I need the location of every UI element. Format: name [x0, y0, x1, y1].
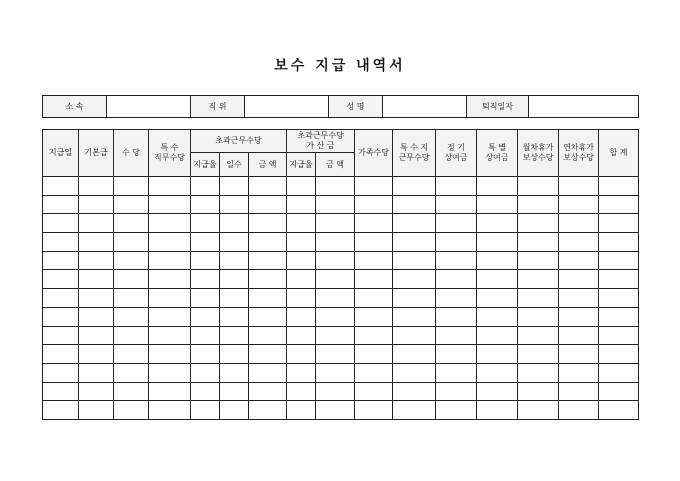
table-row	[43, 345, 639, 364]
table-cell[interactable]	[355, 401, 393, 420]
table-cell[interactable]	[477, 363, 518, 382]
table-cell[interactable]	[518, 214, 559, 233]
name-field[interactable]	[383, 96, 467, 118]
table-cell[interactable]	[393, 177, 436, 196]
table-cell[interactable]	[559, 214, 599, 233]
table-cell[interactable]	[559, 270, 599, 289]
table-cell[interactable]	[79, 363, 114, 382]
table-cell[interactable]	[393, 251, 436, 270]
table-cell[interactable]	[287, 177, 316, 196]
table-cell[interactable]	[518, 326, 559, 345]
table-cell[interactable]	[518, 177, 559, 196]
table-cell[interactable]	[316, 195, 355, 214]
table-cell[interactable]	[114, 270, 149, 289]
table-cell[interactable]	[114, 195, 149, 214]
table-cell[interactable]	[79, 401, 114, 420]
table-cell[interactable]	[559, 195, 599, 214]
table-cell[interactable]	[191, 270, 220, 289]
table-cell[interactable]	[43, 270, 79, 289]
table-cell[interactable]	[191, 251, 220, 270]
payment-table	[42, 129, 639, 420]
table-cell[interactable]	[436, 326, 477, 345]
table-cell[interactable]	[149, 195, 191, 214]
table-cell[interactable]	[477, 177, 518, 196]
table-cell[interactable]	[287, 270, 316, 289]
table-cell[interactable]	[43, 326, 79, 345]
table-cell[interactable]	[477, 270, 518, 289]
table-cell[interactable]	[149, 345, 191, 364]
table-cell[interactable]	[477, 307, 518, 326]
col-overtime: 초과근무수당	[191, 130, 287, 153]
table-cell[interactable]	[287, 289, 316, 308]
table-cell[interactable]	[559, 177, 599, 196]
table-cell[interactable]	[79, 345, 114, 364]
table-cell[interactable]	[79, 177, 114, 196]
table-cell[interactable]	[316, 214, 355, 233]
table-cell[interactable]	[287, 382, 316, 401]
table-cell[interactable]	[149, 214, 191, 233]
table-cell[interactable]	[393, 382, 436, 401]
table-row	[43, 363, 639, 382]
table-cell[interactable]	[355, 195, 393, 214]
table-cell[interactable]	[114, 326, 149, 345]
table-cell[interactable]	[79, 270, 114, 289]
col-monthly-leave: 월차휴가 보상수당	[518, 130, 559, 177]
table-cell[interactable]	[436, 345, 477, 364]
table-cell[interactable]	[518, 307, 559, 326]
table-cell[interactable]	[191, 177, 220, 196]
table-cell[interactable]	[149, 326, 191, 345]
table-cell[interactable]	[43, 345, 79, 364]
table-cell[interactable]	[477, 401, 518, 420]
table-cell[interactable]	[220, 382, 249, 401]
table-cell[interactable]	[43, 401, 79, 420]
table-cell[interactable]	[220, 326, 249, 345]
table-cell[interactable]	[559, 345, 599, 364]
table-cell[interactable]	[191, 233, 220, 252]
table-cell[interactable]	[249, 289, 287, 308]
table-cell[interactable]	[249, 214, 287, 233]
table-cell[interactable]	[191, 289, 220, 308]
table-cell[interactable]	[393, 270, 436, 289]
table-row	[43, 177, 639, 196]
table-cell[interactable]	[599, 289, 639, 308]
table-cell[interactable]	[249, 251, 287, 270]
table-cell[interactable]	[477, 289, 518, 308]
table-cell[interactable]	[355, 363, 393, 382]
table-cell[interactable]	[287, 251, 316, 270]
table-cell[interactable]	[220, 214, 249, 233]
table-cell[interactable]	[79, 233, 114, 252]
dept-label: 소 속	[43, 96, 107, 118]
table-cell[interactable]	[559, 326, 599, 345]
col-allowance: 수 당	[114, 130, 149, 177]
table-cell[interactable]	[149, 289, 191, 308]
table-cell[interactable]	[249, 401, 287, 420]
table-cell[interactable]	[220, 270, 249, 289]
retirement-date-label: 퇴직일자	[467, 96, 529, 118]
table-cell[interactable]	[436, 177, 477, 196]
table-cell[interactable]	[518, 233, 559, 252]
table-cell[interactable]	[436, 382, 477, 401]
table-cell[interactable]	[477, 345, 518, 364]
table-cell[interactable]	[518, 401, 559, 420]
table-cell[interactable]	[316, 307, 355, 326]
table-cell[interactable]	[191, 195, 220, 214]
col-special-region: 특 수 지 근무수당	[393, 130, 436, 177]
col-special-duty: 특 수 직무수당	[149, 130, 191, 177]
table-cell[interactable]	[599, 233, 639, 252]
table-row	[43, 214, 639, 233]
table-cell[interactable]	[114, 307, 149, 326]
table-row	[43, 326, 639, 345]
table-cell[interactable]	[436, 251, 477, 270]
table-cell[interactable]	[393, 363, 436, 382]
table-cell[interactable]	[477, 233, 518, 252]
table-cell[interactable]	[477, 326, 518, 345]
table-cell[interactable]	[220, 363, 249, 382]
table-cell[interactable]	[599, 214, 639, 233]
table-cell[interactable]	[599, 270, 639, 289]
table-cell[interactable]	[355, 177, 393, 196]
table-cell[interactable]	[355, 233, 393, 252]
table-cell[interactable]	[149, 363, 191, 382]
table-cell[interactable]	[436, 289, 477, 308]
table-cell[interactable]	[599, 195, 639, 214]
table-cell[interactable]	[287, 345, 316, 364]
table-cell[interactable]	[316, 401, 355, 420]
col-annual-leave: 연차휴가 보상수당	[559, 130, 599, 177]
table-cell[interactable]	[599, 251, 639, 270]
table-cell[interactable]	[287, 307, 316, 326]
table-cell[interactable]	[393, 401, 436, 420]
table-cell[interactable]	[114, 233, 149, 252]
table-cell[interactable]	[149, 177, 191, 196]
table-cell[interactable]	[518, 289, 559, 308]
table-cell[interactable]	[79, 307, 114, 326]
table-cell[interactable]	[518, 363, 559, 382]
dept-field[interactable]	[107, 96, 191, 118]
table-row	[43, 401, 639, 420]
table-cell[interactable]	[436, 270, 477, 289]
table-cell[interactable]	[191, 382, 220, 401]
table-cell[interactable]	[436, 363, 477, 382]
table-cell[interactable]	[220, 307, 249, 326]
table-row	[43, 233, 639, 252]
col-addition-amount: 금 액	[316, 153, 355, 177]
table-cell[interactable]	[518, 195, 559, 214]
table-cell[interactable]	[149, 307, 191, 326]
table-cell[interactable]	[249, 177, 287, 196]
table-cell[interactable]	[287, 326, 316, 345]
position-field[interactable]	[245, 96, 329, 118]
table-cell[interactable]	[43, 251, 79, 270]
table-cell[interactable]	[79, 214, 114, 233]
col-overtime-days: 일수	[220, 153, 249, 177]
table-cell[interactable]	[114, 363, 149, 382]
table-cell[interactable]	[79, 289, 114, 308]
col-special-bonus: 특 별 상여금	[477, 130, 518, 177]
table-cell[interactable]	[114, 345, 149, 364]
table-cell[interactable]	[220, 177, 249, 196]
table-cell[interactable]	[599, 382, 639, 401]
table-cell[interactable]	[249, 382, 287, 401]
table-cell[interactable]	[249, 233, 287, 252]
table-cell[interactable]	[316, 251, 355, 270]
table-cell[interactable]	[316, 345, 355, 364]
table-cell[interactable]	[149, 401, 191, 420]
table-cell[interactable]	[559, 307, 599, 326]
table-cell[interactable]	[436, 233, 477, 252]
table-cell[interactable]	[79, 251, 114, 270]
employee-info-table	[42, 95, 639, 118]
table-cell[interactable]	[191, 307, 220, 326]
table-cell[interactable]	[355, 382, 393, 401]
table-cell[interactable]	[114, 401, 149, 420]
table-cell[interactable]	[316, 289, 355, 308]
retirement-date-field[interactable]	[529, 96, 639, 118]
table-cell[interactable]	[518, 270, 559, 289]
table-cell[interactable]	[79, 326, 114, 345]
table-cell[interactable]	[287, 363, 316, 382]
table-cell[interactable]	[149, 233, 191, 252]
table-cell[interactable]	[149, 382, 191, 401]
table-cell[interactable]	[114, 177, 149, 196]
table-row	[43, 289, 639, 308]
table-cell[interactable]	[43, 233, 79, 252]
col-pay-date: 지급일	[43, 130, 79, 177]
table-cell[interactable]	[316, 177, 355, 196]
table-cell[interactable]	[287, 214, 316, 233]
table-cell[interactable]	[477, 195, 518, 214]
table-cell[interactable]	[191, 401, 220, 420]
table-cell[interactable]	[316, 363, 355, 382]
table-cell[interactable]	[599, 345, 639, 364]
table-cell[interactable]	[559, 401, 599, 420]
table-cell[interactable]	[393, 307, 436, 326]
col-total: 합 계	[599, 130, 639, 177]
col-base-pay: 기본급	[79, 130, 114, 177]
table-cell[interactable]	[599, 177, 639, 196]
table-cell[interactable]	[518, 382, 559, 401]
table-cell[interactable]	[287, 401, 316, 420]
table-cell[interactable]	[393, 345, 436, 364]
table-cell[interactable]	[436, 401, 477, 420]
table-cell[interactable]	[220, 289, 249, 308]
table-cell[interactable]	[559, 363, 599, 382]
table-cell[interactable]	[149, 251, 191, 270]
table-cell[interactable]	[393, 195, 436, 214]
table-cell[interactable]	[249, 270, 287, 289]
table-cell[interactable]	[287, 233, 316, 252]
table-cell[interactable]	[43, 363, 79, 382]
col-addition-rate: 지급율	[287, 153, 316, 177]
table-cell[interactable]	[149, 270, 191, 289]
table-cell[interactable]	[79, 195, 114, 214]
table-cell[interactable]	[220, 401, 249, 420]
table-row	[43, 251, 639, 270]
table-cell[interactable]	[220, 345, 249, 364]
table-cell[interactable]	[114, 289, 149, 308]
table-cell[interactable]	[436, 307, 477, 326]
table-cell[interactable]	[477, 214, 518, 233]
table-cell[interactable]	[477, 382, 518, 401]
table-cell[interactable]	[559, 233, 599, 252]
table-cell[interactable]	[477, 251, 518, 270]
table-cell[interactable]	[355, 270, 393, 289]
table-cell[interactable]	[599, 363, 639, 382]
table-row	[43, 195, 639, 214]
table-cell[interactable]	[43, 214, 79, 233]
table-cell[interactable]	[559, 382, 599, 401]
table-cell[interactable]	[393, 289, 436, 308]
table-cell[interactable]	[220, 233, 249, 252]
page-title: 보수 지급 내역서	[274, 58, 406, 74]
col-regular-bonus: 정 기 상여금	[436, 130, 477, 177]
table-cell[interactable]	[43, 382, 79, 401]
table-row	[43, 270, 639, 289]
table-cell[interactable]	[249, 195, 287, 214]
table-cell[interactable]	[355, 289, 393, 308]
table-cell[interactable]	[43, 307, 79, 326]
position-label: 직 위	[191, 96, 245, 118]
table-cell[interactable]	[191, 326, 220, 345]
table-cell[interactable]	[355, 214, 393, 233]
table-row	[43, 307, 639, 326]
table-cell[interactable]	[249, 363, 287, 382]
payment-rows	[43, 177, 639, 420]
table-cell[interactable]	[43, 195, 79, 214]
table-cell[interactable]	[316, 382, 355, 401]
table-cell[interactable]	[559, 289, 599, 308]
table-cell[interactable]	[518, 251, 559, 270]
table-cell[interactable]	[249, 345, 287, 364]
table-cell[interactable]	[114, 382, 149, 401]
name-label: 성 명	[329, 96, 383, 118]
table-cell[interactable]	[43, 177, 79, 196]
table-cell[interactable]	[79, 382, 114, 401]
col-family: 가족수당	[355, 130, 393, 177]
table-cell[interactable]	[436, 195, 477, 214]
table-cell[interactable]	[393, 214, 436, 233]
table-cell[interactable]	[355, 251, 393, 270]
table-cell[interactable]	[355, 326, 393, 345]
table-cell[interactable]	[287, 195, 316, 214]
table-cell[interactable]	[393, 233, 436, 252]
table-cell[interactable]	[316, 326, 355, 345]
table-cell[interactable]	[355, 345, 393, 364]
table-cell[interactable]	[191, 363, 220, 382]
table-cell[interactable]	[559, 251, 599, 270]
table-cell[interactable]	[436, 214, 477, 233]
table-cell[interactable]	[249, 307, 287, 326]
table-cell[interactable]	[316, 233, 355, 252]
table-cell[interactable]	[518, 345, 559, 364]
table-cell[interactable]	[191, 345, 220, 364]
table-cell[interactable]	[599, 307, 639, 326]
col-overtime-rate: 지급율	[191, 153, 220, 177]
col-overtime-amount: 금 액	[249, 153, 287, 177]
table-cell[interactable]	[114, 251, 149, 270]
table-cell[interactable]	[316, 270, 355, 289]
table-cell[interactable]	[220, 251, 249, 270]
table-cell[interactable]	[599, 401, 639, 420]
table-cell[interactable]	[393, 326, 436, 345]
table-cell[interactable]	[599, 326, 639, 345]
table-row	[43, 382, 639, 401]
table-cell[interactable]	[191, 214, 220, 233]
col-overtime-addition: 초과근무수당 가 산 금	[287, 130, 355, 153]
table-cell[interactable]	[249, 326, 287, 345]
table-cell[interactable]	[114, 214, 149, 233]
table-cell[interactable]	[355, 307, 393, 326]
table-cell[interactable]	[220, 195, 249, 214]
table-cell[interactable]	[43, 289, 79, 308]
